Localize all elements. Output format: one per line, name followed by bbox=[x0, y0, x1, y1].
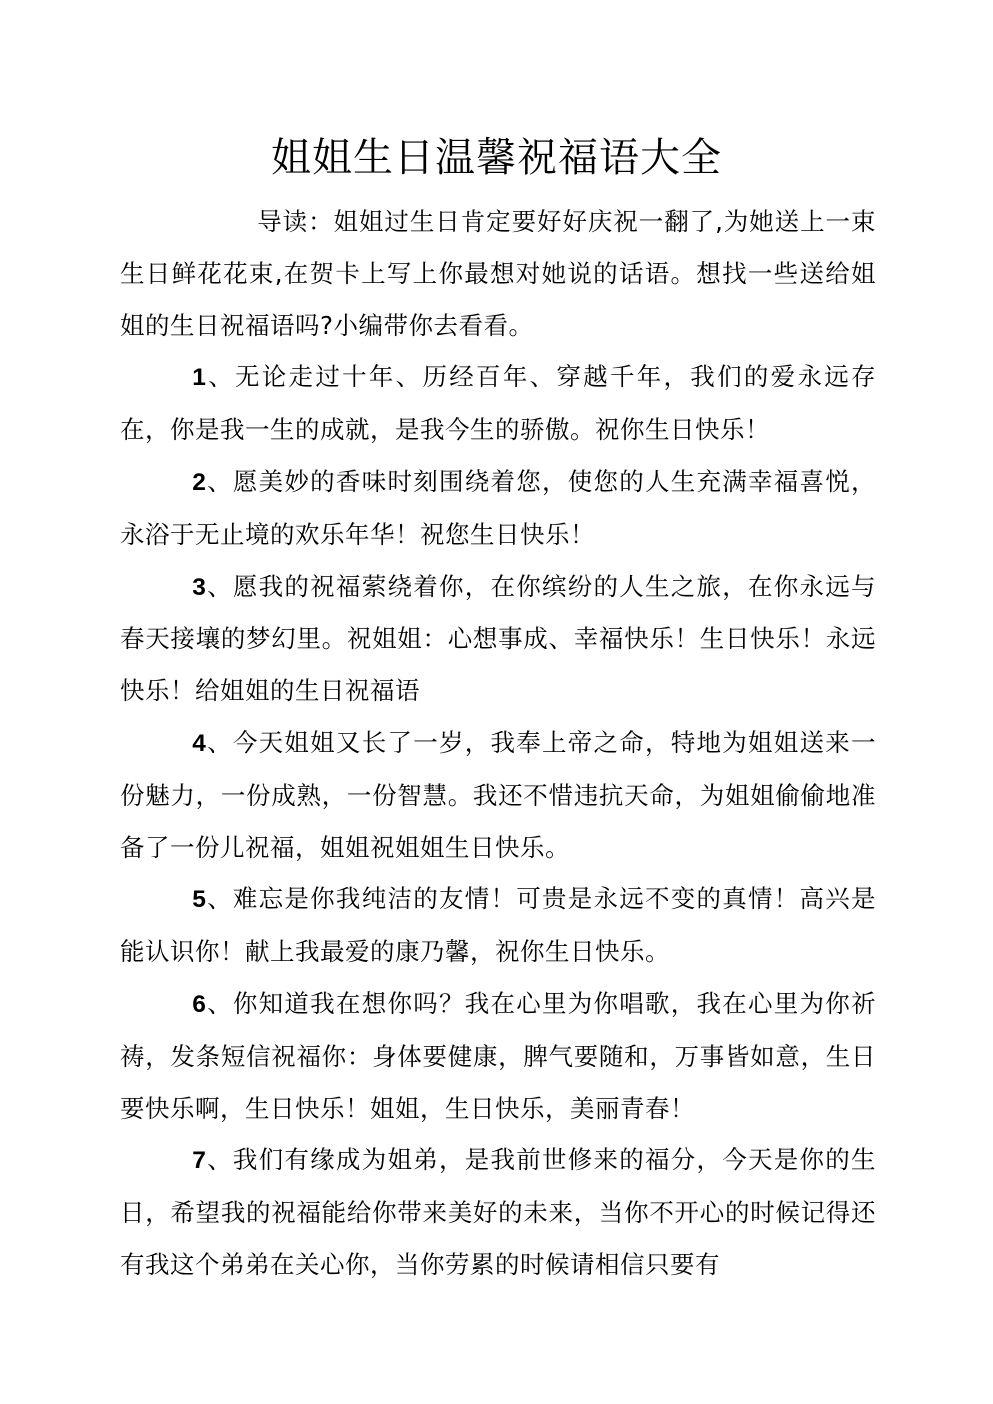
item-separator: 、 bbox=[206, 362, 235, 392]
item-number: 7 bbox=[192, 1147, 207, 1175]
item-text: 我们有缘成为姐弟，是我前世修来的福分，今天是你的生日，希望我的祝福能给你带来美好的未来，当你不开心的时候记得还有我这个弟弟在关心你，当你劳累的时候请相信只要有 bbox=[120, 1145, 877, 1279]
wish-item-2 bbox=[120, 456, 876, 561]
item-number: 1 bbox=[192, 364, 207, 392]
item-number: 5 bbox=[192, 886, 207, 914]
item-text: 今天姐姐又长了一岁，我奉上帝之命，特地为姐姐送来一份魅力，一份成熟，一份智慧。我还不惜违抗天命，为姐姐偷偷地准备了一份儿祝福，姐姐祝姐姐生日快乐。 bbox=[120, 727, 877, 862]
wish-item-6 bbox=[120, 978, 876, 1134]
item-text: 愿美妙的香味时刻围绕着您，使您的人生充满幸福喜悦，永浴于无止境的欢乐年华！祝您生日快乐！ bbox=[120, 466, 877, 549]
wish-item-5 bbox=[120, 873, 876, 978]
wish-item-3 bbox=[120, 561, 876, 717]
item-separator: 、 bbox=[206, 1145, 233, 1175]
item-text: 无论走过十年、历经百年、穿越千年，我们的爱永远存在，你是我一生的成就，是我今生的骄傲。祝你生日快乐！ bbox=[120, 362, 877, 445]
item-separator: 、 bbox=[206, 571, 233, 601]
item-text: 你知道我在想你吗？我在心里为你唱歌，我在心里为你祈祷，发条短信祝福你：身体要健康，脾气要随和，万事皆如意，生日要快乐啊，生日快乐！姐姐，生日快乐，美丽青春！ bbox=[120, 988, 877, 1123]
item-separator: 、 bbox=[206, 727, 233, 757]
item-number: 4 bbox=[192, 729, 207, 757]
item-text: 愿我的祝福萦绕着你，在你缤纷的人生之旅，在你永远与春天接壤的梦幻里。祝姐姐：心想事成、幸福快乐！生日快乐！永远快乐！给姐姐的生日祝福语 bbox=[120, 571, 877, 706]
item-number: 3 bbox=[192, 573, 207, 601]
document-body bbox=[120, 196, 876, 1291]
item-number: 2 bbox=[192, 468, 207, 496]
page-title: 姐姐生日温馨祝福语大全 bbox=[271, 135, 722, 181]
item-separator: 、 bbox=[206, 466, 233, 496]
wish-item-7 bbox=[120, 1134, 876, 1290]
item-number: 6 bbox=[192, 990, 207, 1018]
item-separator: 、 bbox=[206, 988, 233, 1018]
item-separator: 、 bbox=[206, 884, 233, 914]
item-text: 难忘是你我纯洁的友情！可贵是永远不变的真情！高兴是能认识你！献上我最爱的康乃馨，祝你生日快乐。 bbox=[120, 884, 877, 967]
wish-item-1 bbox=[120, 351, 876, 456]
wish-item-4 bbox=[120, 717, 876, 873]
intro-paragraph: 导读：姐姐过生日肯定要好好庆祝一翻了,为她送上一束生日鲜花花束,在贺卡上写上你最想对她说的话语。想找一些送给姐姐的生日祝福语吗?小编带你去看看。 bbox=[120, 207, 876, 340]
